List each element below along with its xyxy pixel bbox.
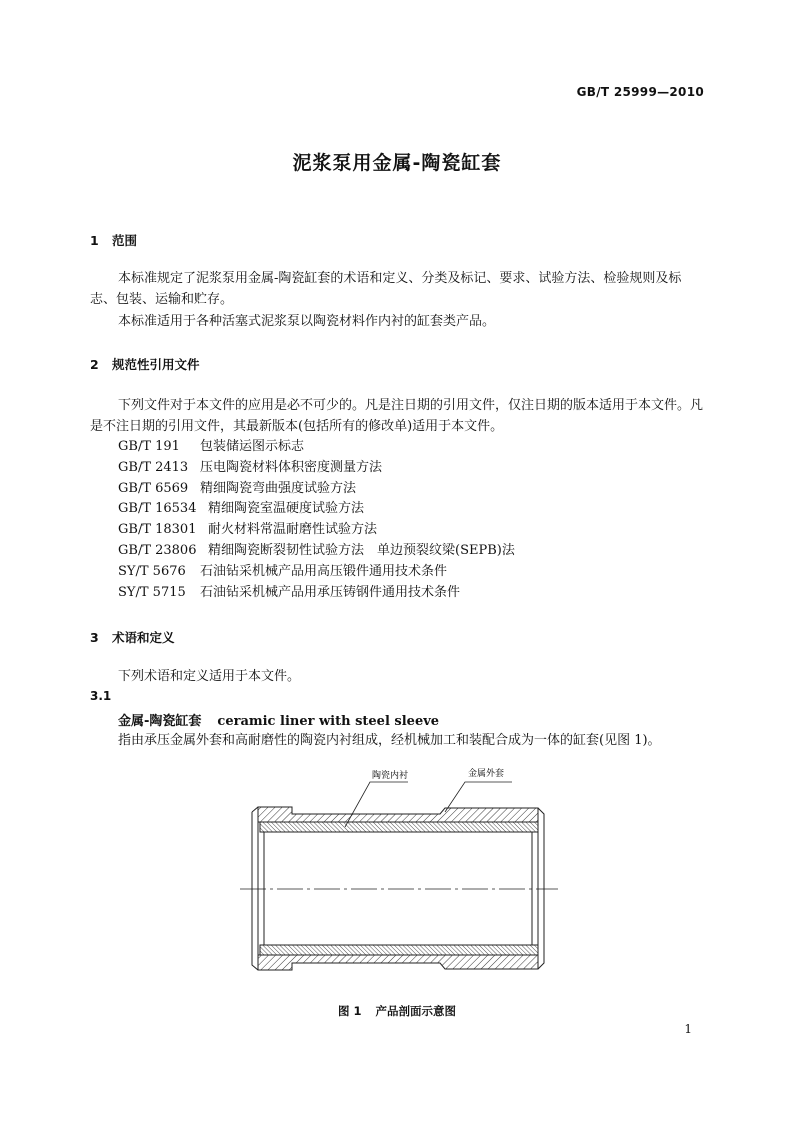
reference-item <box>118 479 356 499</box>
reference-code: GB/T 23806 <box>118 543 197 558</box>
ceramic-liner-top <box>260 822 538 832</box>
reference-item <box>118 562 447 582</box>
page-number: 1 <box>684 1022 692 1036</box>
term-number: 3.1 <box>90 689 112 703</box>
reference-item <box>118 583 460 603</box>
term-english: ceramic liner with steel sleeve <box>217 714 440 729</box>
label-ceramic-liner: 陶瓷内衬 <box>372 771 409 781</box>
reference-title: 石油钻采机械产品用承压铸钢件通用技术条件 <box>200 585 461 600</box>
figure-caption <box>0 1003 794 1019</box>
section-number: 2 <box>90 357 99 372</box>
reference-item <box>118 437 304 457</box>
left-end-outline <box>252 807 258 970</box>
reference-title: 精细陶瓷弯曲强度试验方法 <box>200 481 357 496</box>
label-metal-sleeve: 金属外套 <box>468 769 505 779</box>
reference-code: GB/T 191 <box>118 439 180 454</box>
section-number: 3 <box>90 630 99 645</box>
right-end-outline <box>538 808 544 969</box>
term-entry <box>118 710 439 729</box>
reference-code: GB/T 6569 <box>118 481 189 496</box>
section-2-heading <box>90 355 200 373</box>
reference-title: 精细陶瓷室温硬度试验方法 <box>208 501 365 516</box>
document-title: 泥浆泵用金属-陶瓷缸套 <box>292 152 502 174</box>
section-3-heading <box>90 628 175 646</box>
standard-number: GB/T 25999—2010 <box>576 85 704 99</box>
reference-code: GB/T 2413 <box>118 460 189 475</box>
section-1-paragraph-1: 本标准规定了泥浆泵用金属-陶瓷缸套的术语和定义、分类及标记、要求、试验方法、检验规则及标志、包装、运输和贮存。 <box>90 271 682 307</box>
section-2-paragraph-1: 下列文件对于本文件的应用是必不可少的。凡是注日期的引用文件，仅注日期的版本适用于本文件。凡是不注日期的引用文件，其最新版本(包括所有的修改单)适用于本文件。 <box>90 398 704 434</box>
section-title: 术语和定义 <box>112 630 175 645</box>
section-3-paragraph-1: 下列术语和定义适用于本文件。 <box>118 669 301 684</box>
section-number: 1 <box>90 233 99 248</box>
reference-item <box>118 499 364 519</box>
reference-title: 压电陶瓷材料体积密度测量方法 <box>200 460 383 475</box>
term-chinese: 金属-陶瓷缸套 <box>118 714 202 729</box>
section-title: 规范性引用文件 <box>112 357 200 372</box>
section-title: 范围 <box>112 233 138 248</box>
reference-title: 耐火材料常温耐磨性试验方法 <box>208 522 378 537</box>
reference-item <box>118 458 382 478</box>
reference-item <box>118 520 377 540</box>
reference-item <box>118 541 515 561</box>
reference-code: SY/T 5676 <box>118 564 186 579</box>
reference-title: 石油钻采机械产品用高压锻件通用技术条件 <box>200 564 448 579</box>
reference-code: GB/T 18301 <box>118 522 197 537</box>
ceramic-liner-bottom <box>260 945 538 955</box>
section-1-paragraph-2: 本标准适用于各种活塞式泥浆泵以陶瓷材料作内衬的缸套类产品。 <box>118 314 496 329</box>
reference-code: SY/T 5715 <box>118 585 186 600</box>
figure-number: 图 1 <box>337 1004 362 1018</box>
reference-title: 包装储运图示标志 <box>200 439 305 454</box>
section-1-heading <box>90 231 137 249</box>
figure-title: 产品剖面示意图 <box>375 1004 456 1018</box>
liner-section-figure <box>230 760 570 980</box>
reference-code: GB/T 16534 <box>118 501 197 516</box>
metal-sleeve-top-wall <box>258 807 538 822</box>
reference-title: 精细陶瓷断裂韧性试验方法 单边预裂纹梁(SEPB)法 <box>208 543 515 558</box>
term-definition: 指由承压金属外套和高耐磨性的陶瓷内衬组成，经机械加工和装配合成为一体的缸套(见图 1)。 <box>118 733 661 748</box>
metal-sleeve-bottom-wall <box>258 955 538 970</box>
